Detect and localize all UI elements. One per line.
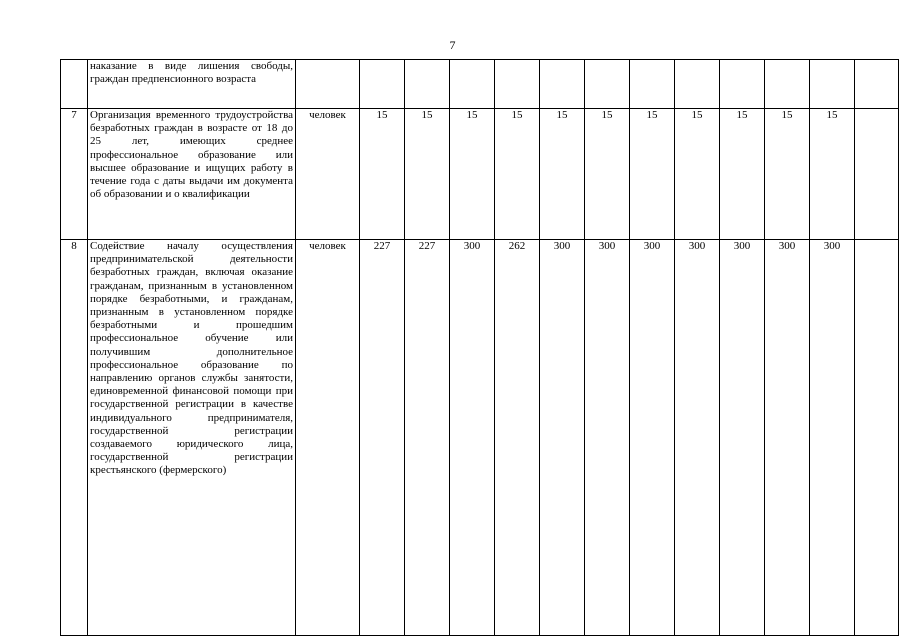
value-cell: 15: [675, 109, 720, 240]
value-cell: 227: [405, 240, 450, 636]
value-cell: 300: [675, 240, 720, 636]
value-cell: 300: [810, 240, 855, 636]
table-row: [61, 109, 899, 240]
value-cell: [855, 60, 899, 109]
value-cell: 300: [450, 240, 495, 636]
value-cell: 15: [720, 109, 765, 240]
value-cell: [855, 240, 899, 636]
value-cell: [720, 60, 765, 109]
value-cell: 300: [585, 240, 630, 636]
description-cell: [88, 60, 296, 109]
value-cell: 300: [630, 240, 675, 636]
description-cell: [88, 240, 296, 636]
value-cell: [810, 60, 855, 109]
unit-cell: [296, 60, 360, 109]
table-row: [61, 240, 899, 636]
value-cell: [450, 60, 495, 109]
value-cell: 300: [765, 240, 810, 636]
value-cell: [855, 109, 899, 240]
value-cell: [765, 60, 810, 109]
value-cell: [360, 60, 405, 109]
value-cell: 15: [540, 109, 585, 240]
description-text: Содействие началу осуществления предпринимательской деятельности безработных граждан, включая оказание гражданам, признанным в установленном порядке безработными, и гражданам, признанным в установленном порядке безработными и прошедшим профессиональное обучение или получившим дополнительное профессиональное образование по направлению органов службы занятости, единовременной финансовой помощи при государственной регистрации в качестве индивидуального предпринимателя, государственной регистрации создаваемого юридического лица, государственной регистрации крестьянского (фермерского): [90, 240, 293, 477]
row-number-cell: 7: [61, 109, 88, 240]
page-number: 7: [449, 38, 456, 52]
value-cell: [495, 60, 540, 109]
value-cell: [405, 60, 450, 109]
value-cell: 15: [495, 109, 540, 240]
row-number-cell: 8: [61, 240, 88, 636]
value-cell: 15: [810, 109, 855, 240]
description-text: наказание в виде лишения свободы, граждан предпенсионного возраста: [90, 60, 293, 86]
indicators-table: [60, 59, 899, 636]
row-number-cell: [61, 60, 88, 109]
value-cell: 227: [360, 240, 405, 636]
value-cell: 15: [765, 109, 810, 240]
table-row: [61, 60, 899, 109]
value-cell: [630, 60, 675, 109]
value-cell: [540, 60, 585, 109]
value-cell: 300: [540, 240, 585, 636]
unit-cell: человек: [296, 240, 360, 636]
value-cell: 15: [360, 109, 405, 240]
value-cell: 15: [630, 109, 675, 240]
value-cell: 15: [405, 109, 450, 240]
unit-cell: человек: [296, 109, 360, 240]
value-cell: [675, 60, 720, 109]
value-cell: [585, 60, 630, 109]
description-text: Организация временного трудоустройства безработных граждан в возрасте от 18 до 25 лет, имеющих среднее профессиональное образование или высшее образование и ищущих работу в течение года с даты выдачи им документа об образовании и о квалификации: [90, 109, 293, 201]
value-cell: 15: [450, 109, 495, 240]
value-cell: 300: [720, 240, 765, 636]
value-cell: 15: [585, 109, 630, 240]
value-cell: 262: [495, 240, 540, 636]
description-cell: [88, 109, 296, 240]
